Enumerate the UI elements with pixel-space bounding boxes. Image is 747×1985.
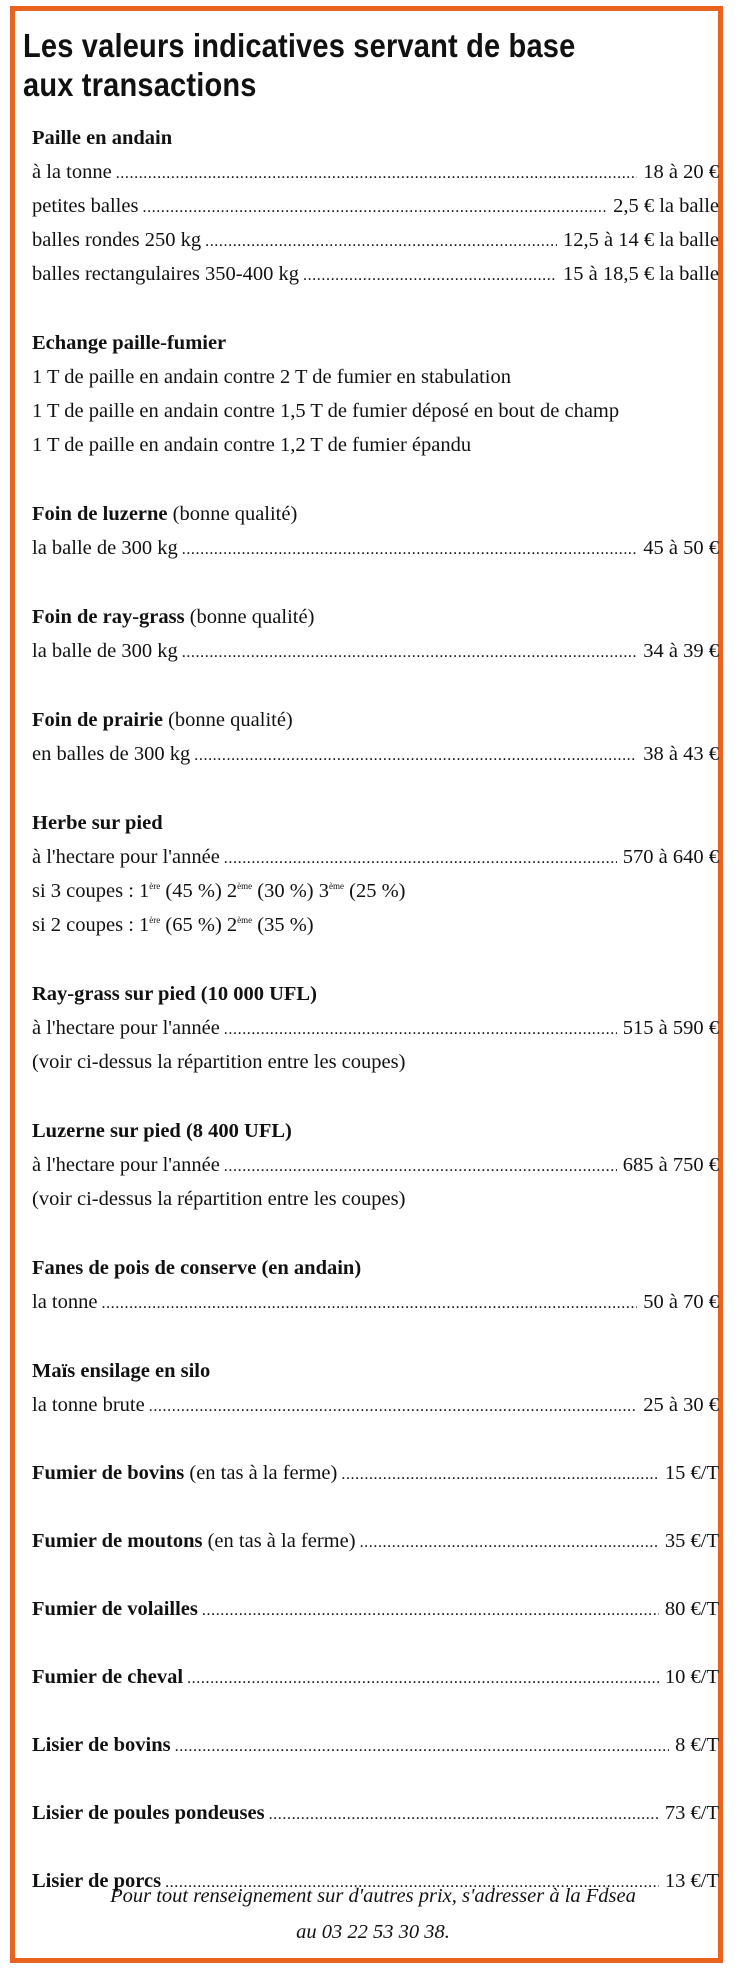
footer-line-2: au 03 22 53 30 38. xyxy=(296,1921,450,1943)
text-line: 1 T de paille en andain contre 2 T de fumier en stabulation xyxy=(32,366,511,388)
lisier-row xyxy=(32,1728,719,1762)
page-title xyxy=(23,26,621,104)
price-row xyxy=(32,155,719,189)
price-row xyxy=(32,1285,719,1319)
price-row xyxy=(32,223,719,257)
row-label: Lisier de bovins xyxy=(32,1734,171,1756)
fumier-row xyxy=(32,1592,719,1626)
footer-line-1: Pour tout renseignement sur d'autres prix, s'adresser à la Fdsea xyxy=(110,1885,636,1907)
coupes-2-line: si 2 coupes : 1ère (65 %) 2ème (35 %) xyxy=(32,914,314,936)
note-line: (voir ci-dessus la répartition entre les coupes) xyxy=(32,1051,406,1073)
dot-leader xyxy=(187,1662,659,1696)
dot-leader xyxy=(175,1730,670,1764)
price-row xyxy=(32,1011,719,1045)
row-label: balles rondes 250 kg xyxy=(32,229,202,251)
price-row xyxy=(32,840,719,874)
row-value: 13 €/T xyxy=(664,1870,719,1892)
note-line: (voir ci-dessus la répartition entre les coupes) xyxy=(32,1188,406,1210)
dot-leader xyxy=(224,1013,617,1047)
row-value: 15 à 18,5 € la balle xyxy=(563,263,719,285)
section-heading-foin-luzerne xyxy=(32,497,719,531)
row-label: la balle de 300 kg xyxy=(32,640,178,662)
dot-leader xyxy=(360,1526,659,1560)
price-row xyxy=(32,1388,719,1422)
dot-leader xyxy=(224,1150,617,1184)
row-value: 80 €/T xyxy=(664,1598,719,1620)
row-value: 570 à 640 € xyxy=(622,846,719,868)
price-row xyxy=(32,189,719,223)
row-label: à la tonne xyxy=(32,161,112,183)
price-list xyxy=(32,121,719,1898)
heading-qualifier: (bonne qualité) xyxy=(172,503,298,525)
heading-qualifier: (bonne qualité) xyxy=(189,606,315,628)
row-value: 12,5 à 14 € la balle xyxy=(563,229,719,251)
price-row xyxy=(32,634,719,668)
row-label: à l'hectare pour l'année xyxy=(32,1017,220,1039)
dot-leader xyxy=(149,1390,638,1424)
section-heading-mais: Maïs ensilage en silo xyxy=(32,1360,211,1382)
dot-leader xyxy=(303,259,557,293)
row-label: Fumier de moutons (en tas à la ferme) xyxy=(32,1530,356,1552)
row-label: Lisier de porcs xyxy=(32,1870,162,1892)
dot-leader xyxy=(182,533,638,567)
title-line-2: aux transactions xyxy=(23,66,257,103)
row-value: 8 €/T xyxy=(675,1734,719,1756)
dot-leader xyxy=(142,191,607,225)
dot-leader xyxy=(116,157,638,191)
coupes-3-line: si 3 coupes : 1ère (45 %) 2ème (30 %) 3ème (25 %) xyxy=(32,880,406,902)
row-label: en balles de 300 kg xyxy=(32,743,191,765)
contact-footer xyxy=(28,1878,718,1950)
dot-leader xyxy=(182,636,638,670)
row-label: la tonne xyxy=(32,1291,98,1313)
heading-qualifier: (bonne qualité) xyxy=(168,709,293,731)
heading-bold: Foin de ray-grass xyxy=(32,606,185,628)
row-value: 73 €/T xyxy=(664,1802,719,1824)
row-label: petites balles xyxy=(32,195,139,217)
row-label: à l'hectare pour l'année xyxy=(32,1154,220,1176)
dot-leader xyxy=(101,1287,637,1321)
row-label: à l'hectare pour l'année xyxy=(32,846,220,868)
row-value: 685 à 750 € xyxy=(622,1154,719,1176)
price-row xyxy=(32,257,719,291)
fumier-row xyxy=(32,1456,719,1490)
section-heading-luzerne-pied: Luzerne sur pied (8 400 UFL) xyxy=(32,1120,292,1142)
fumier-row xyxy=(32,1524,719,1558)
row-label: balles rectangulaires 350-400 kg xyxy=(32,263,299,285)
row-value: 35 €/T xyxy=(664,1530,719,1552)
row-label: la balle de 300 kg xyxy=(32,537,178,559)
dot-leader xyxy=(341,1458,659,1492)
section-heading-raygrass-pied: Ray-grass sur pied (10 000 UFL) xyxy=(32,983,317,1005)
row-value: 45 à 50 € xyxy=(643,537,719,559)
row-label: Fumier de volailles xyxy=(32,1598,198,1620)
row-value: 50 à 70 € xyxy=(643,1291,719,1313)
row-value: 25 à 30 € xyxy=(643,1394,719,1416)
price-row xyxy=(32,531,719,565)
row-value: 2,5 € la balle xyxy=(613,195,719,217)
heading-bold: Foin de prairie xyxy=(32,709,163,731)
text-line: 1 T de paille en andain contre 1,5 T de fumier déposé en bout de champ xyxy=(32,400,620,422)
dot-leader xyxy=(269,1798,659,1832)
section-heading-foin-raygrass xyxy=(32,600,719,634)
section-heading-fanes: Fanes de pois de conserve (en andain) xyxy=(32,1257,362,1279)
text-line: 1 T de paille en andain contre 1,2 T de fumier épandu xyxy=(32,434,472,456)
section-heading-herbe: Herbe sur pied xyxy=(32,812,163,834)
price-row xyxy=(32,1148,719,1182)
row-label: la tonne brute xyxy=(32,1394,145,1416)
heading-bold: Foin de luzerne xyxy=(32,503,168,525)
dot-leader xyxy=(202,1594,659,1628)
row-value: 18 à 20 € xyxy=(643,161,719,183)
fumier-row xyxy=(32,1660,719,1694)
dot-leader xyxy=(205,225,557,259)
lisier-row xyxy=(32,1796,719,1830)
price-row xyxy=(32,737,719,771)
section-heading-echange: Echange paille-fumier xyxy=(32,332,227,354)
section-heading-foin-prairie xyxy=(32,703,719,737)
row-value: 34 à 39 € xyxy=(643,640,719,662)
dot-leader xyxy=(224,842,617,876)
title-line-1: Les valeurs indicatives servant de base xyxy=(23,27,576,64)
row-value: 10 €/T xyxy=(664,1666,719,1688)
row-value: 15 €/T xyxy=(664,1462,719,1484)
row-label: Lisier de poules pondeuses xyxy=(32,1802,265,1824)
section-heading-paille: Paille en andain xyxy=(32,127,173,149)
row-value: 38 à 43 € xyxy=(643,743,719,765)
row-label: Fumier de bovins (en tas à la ferme) xyxy=(32,1462,338,1484)
row-value: 515 à 590 € xyxy=(622,1017,719,1039)
row-label: Fumier de cheval xyxy=(32,1666,184,1688)
dot-leader xyxy=(194,739,637,773)
